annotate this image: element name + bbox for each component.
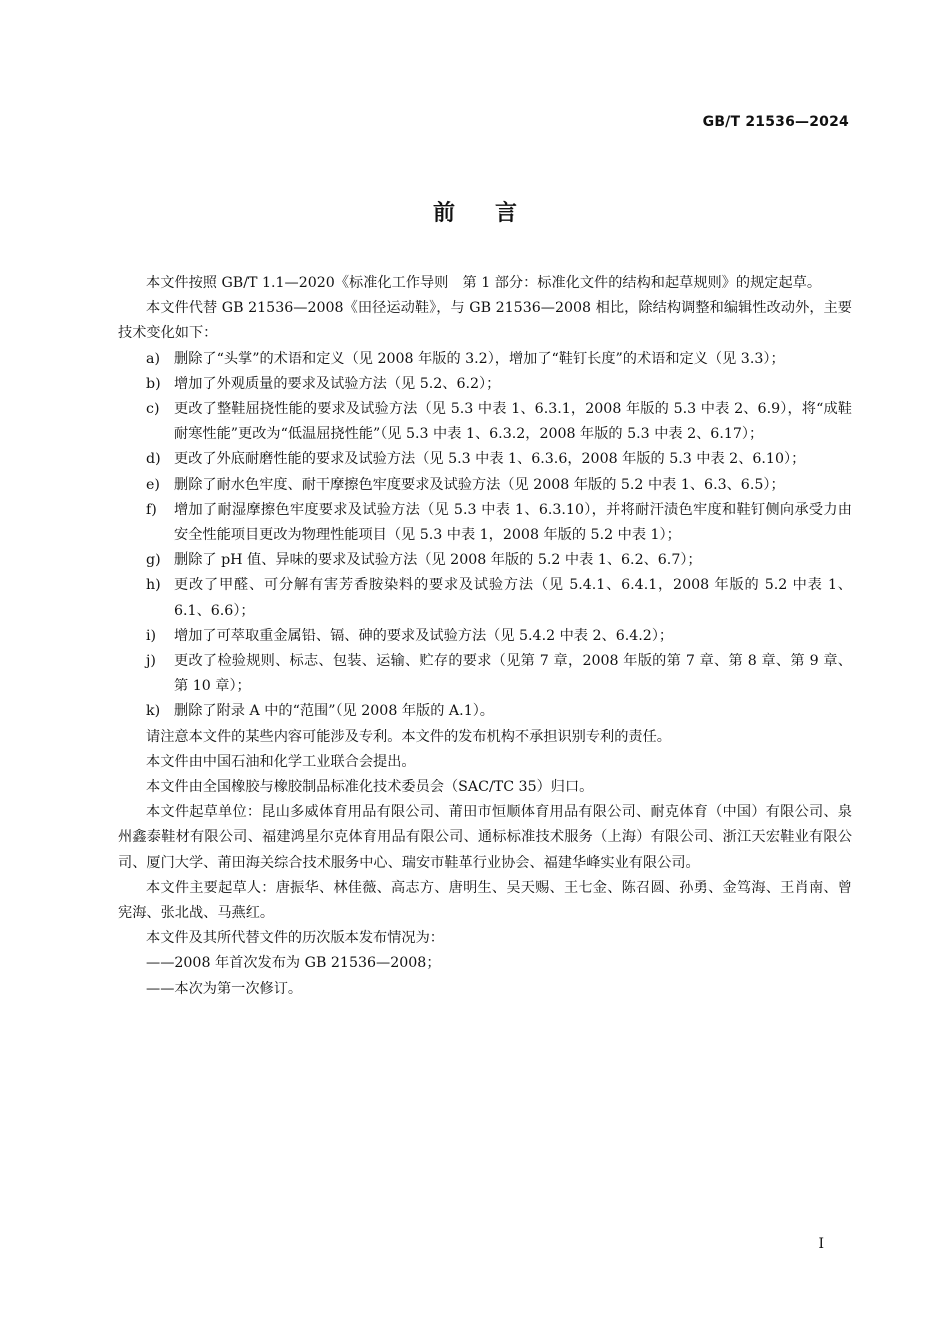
list-item xyxy=(118,372,852,397)
page-number: I xyxy=(818,1236,824,1252)
list-item-text: 更改了整鞋屈挠性能的要求及试验方法（见 5.3 中表 1、6.3.1，2008 年版的 5.3 中表 2、6.9），将“成鞋耐寒性能”更改为“低温屈挠性能”（见 5.3 中表 1、6.3.2，2008 年版的 5.3 中表 2、6.17）； xyxy=(174,401,852,443)
list-item xyxy=(118,699,852,724)
foreword-body xyxy=(118,271,852,1002)
replaces-paragraph: 本文件代替 GB 21536—2008《田径运动鞋》，与 GB 21536—2008 相比，除结构调整和编辑性改动外，主要技术变化如下： xyxy=(118,300,852,342)
standard-code: GB/T 21536—2024 xyxy=(702,114,849,130)
patent-notice: 请注意本文件的某些内容可能涉及专利。本文件的发布机构不承担识别专利的责任。 xyxy=(146,728,671,745)
list-item-text: 增加了可萃取重金属铅、镉、砷的要求及试验方法（见 5.4.2 中表 2、6.4.2）； xyxy=(174,627,674,644)
list-marker: f) xyxy=(146,501,157,518)
list-marker: a) xyxy=(146,350,160,367)
history-item: ——本次为第一次修订。 xyxy=(146,980,303,997)
list-item xyxy=(118,447,852,472)
list-item-text: 更改了检验规则、标志、包装、运输、贮存的要求（见第 7 章，2008 年版的第 7 章、第 8 章、第 9 章、第 10 章）； xyxy=(174,653,852,695)
history-item: ——2008 年首次发布为 GB 21536—2008； xyxy=(146,955,441,972)
list-item xyxy=(118,473,852,498)
list-item-text: 增加了外观质量的要求及试验方法（见 5.2、6.2）； xyxy=(174,375,501,392)
list-item xyxy=(118,548,852,573)
page-title: 前言 xyxy=(432,201,557,226)
list-marker: b) xyxy=(146,375,161,392)
list-item xyxy=(118,624,852,649)
proposer-paragraph: 本文件由中国石油和化学工业联合会提出。 xyxy=(146,753,416,770)
list-item xyxy=(118,498,852,548)
list-item-text: 删除了 pH 值、异味的要求及试验方法（见 2008 年版的 5.2 中表 1、6.2、6.7）； xyxy=(174,552,702,569)
committee-paragraph: 本文件由全国橡胶与橡胶制品标准化技术委员会（SAC/TC 35）归口。 xyxy=(146,779,594,796)
list-marker: g) xyxy=(146,552,161,569)
list-item xyxy=(118,649,852,699)
list-marker: i) xyxy=(146,627,157,644)
list-marker: d) xyxy=(146,451,161,468)
list-item xyxy=(118,397,852,447)
list-item-text: 删除了附录 A 中的“范围”（见 2008 年版的 A.1）。 xyxy=(174,703,494,720)
list-item xyxy=(118,573,852,623)
list-marker: j) xyxy=(146,653,156,670)
list-item-text: 更改了外底耐磨性能的要求及试验方法（见 5.3 中表 1、6.3.6，2008 年版的 5.3 中表 2、6.10）； xyxy=(174,451,806,468)
list-item-text: 更改了甲醛、可分解有害芳香胺染料的要求及试验方法（见 5.4.1、6.4.1，2008 年版的 5.2 中表 1、6.1、6.6）； xyxy=(174,577,852,619)
list-item-text: 删除了“头掌”的术语和定义（见 2008 年版的 3.2），增加了“鞋钉长度”的术语和定义（见 3.3）； xyxy=(174,350,785,367)
list-item xyxy=(118,347,852,372)
changes-list xyxy=(118,347,852,725)
drafters-paragraph: 本文件主要起草人：唐振华、林佳薇、高志方、唐明生、吴天赐、王七金、陈召圆、孙勇、金笃海、王肖南、曾宪海、张北战、马燕红。 xyxy=(118,879,852,922)
list-marker: e) xyxy=(146,476,160,493)
list-item-text: 增加了耐湿摩擦色牢度要求及试验方法（见 5.3 中表 1、6.3.10），并将耐汗渍色牢度和鞋钉侧向承受力由安全性能项目更改为物理性能项目（见 5.3 中表 1，2008 年版的 5.2 中表 1）； xyxy=(174,501,852,544)
list-item-text: 删除了耐水色牢度、耐干摩擦色牢度要求及试验方法（见 2008 年版的 5.2 中表 1、6.3、6.5）； xyxy=(174,476,785,493)
list-marker: c) xyxy=(146,401,160,418)
list-marker: h) xyxy=(146,577,161,594)
history-intro: 本文件及其所代替文件的历次版本发布情况为： xyxy=(146,930,444,947)
drafting-rule-paragraph: 本文件按照 GB/T 1.1—2020《标准化工作导则 第 1 部分：标准化文件的结构和起草规则》的规定起草。 xyxy=(146,275,822,291)
list-marker: k) xyxy=(146,703,161,720)
drafting-units-paragraph: 本文件起草单位：昆山多威体育用品有限公司、莆田市恒顺体育用品有限公司、耐克体育（中国）有限公司、泉州鑫泰鞋材有限公司、福建鸿星尔克体育用品有限公司、通标标准技术服务（上海）有限公司、浙江天宏鞋业有限公司、厦门大学、莆田海关综合技术服务中心、瑞安市鞋革行业协会、福建华峰实业有限公司。 xyxy=(118,804,852,871)
